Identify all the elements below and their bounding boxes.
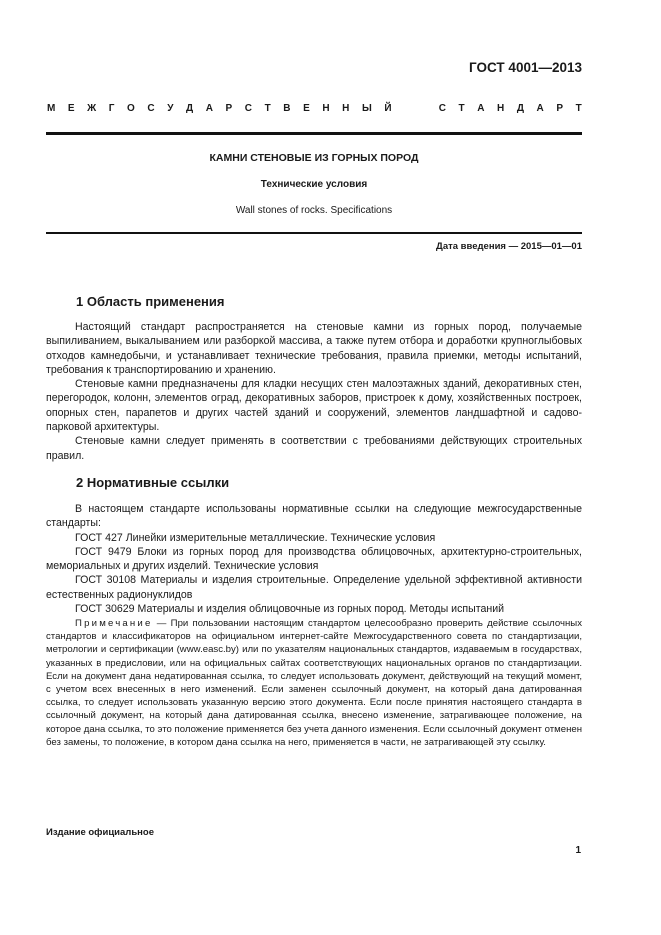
banner-letter: Д <box>516 103 524 114</box>
section-2-body <box>46 502 582 616</box>
note-paragraph <box>46 617 582 749</box>
document-code: ГОСТ 4001—2013 <box>469 60 582 75</box>
note-text: — При пользовании настоящим стандартом целесообразно проверить действие ссылочных стандартов и классификаторов на официальном интернет-сайте Межгосударственного совета по стандартизации, метрологии и сертификации (www.easc.by) или по указателям национальных стандартов, издаваемым в государствах, указанных в предисловии, или на официальных сайтах соответствующих национальных органов по стандартизации. Если на документ дана недатированная ссылка, то следует использовать документ, действующий на текущий момент, с учетом всех внесенных в него изменений. Если заменен ссылочный документ, на который дана датированная ссылка, то следует использовать указанную версию этого документа. Если после принятия настоящего стандарта в ссылочный документ, на который дана датированная ссылка, внесено изменение, затрагивающее положение, на которое дана ссылка, то это положение применяется без учета данного изменения. Если ссылочный документ отменен без замены, то положение, в котором дана ссылка на него, применяется в части, не затрагивающей эту ссылку. <box>46 618 582 748</box>
banner-letter: Е <box>67 103 75 114</box>
banner-letter: Р <box>225 103 233 114</box>
section-1-body <box>46 320 582 463</box>
reference-item: ГОСТ 30108 Материалы и изделия строительные. Определение удельной эффективной активности естественных радионуклидов <box>46 574 582 601</box>
section-2-heading: 2 Нормативные ссылки <box>76 475 230 490</box>
banner-letter: В <box>283 103 291 114</box>
banner-letter: Д <box>186 103 194 114</box>
banner-letter: Р <box>556 103 564 114</box>
banner-letter: Г <box>108 103 115 114</box>
banner-letter: Ы <box>361 103 372 114</box>
word-gap <box>404 103 426 114</box>
banner-letter: Т <box>264 103 271 114</box>
banner-letter: Й <box>384 103 392 114</box>
note-block <box>46 617 582 749</box>
banner-letter: Н <box>497 103 505 114</box>
section-2-paragraph: В настоящем стандарте использованы нормативные ссылки на следующие межгосударственные стандарты: <box>46 503 582 530</box>
official-edition-label: Издание официальное <box>46 827 154 838</box>
section-1-paragraph: Настоящий стандарт распространяется на стеновые камни из горных пород, получаемые выпиливанием, выкалыванием или разборкой массива, а также путем отбора и доработки крупноглыбовых отходов камнедобычи, и устанавливает технические требования, правила приемки, методы испытаний, требования к транспортированию и хранению. <box>46 321 582 376</box>
banner-letter: Е <box>303 103 310 114</box>
reference-item: ГОСТ 9479 Блоки из горных пород для производства облицовочных, архитектурно-строительных, мемориальных и других изделий. Технические условия <box>46 545 582 573</box>
banner-letter: А <box>536 103 544 114</box>
banner-letter: У <box>167 103 174 114</box>
banner-letter: А <box>205 103 213 114</box>
interstate-standard-banner <box>47 103 582 114</box>
document-subtitle: Технические условия <box>260 179 368 190</box>
banner-letter: Ж <box>87 103 97 114</box>
note-label: Примечание <box>75 618 153 629</box>
effective-date: Дата введения — 2015—01—01 <box>436 241 582 252</box>
banner-letter: М <box>47 103 56 114</box>
banner-letter: О <box>127 103 135 114</box>
section-1-paragraph: Стеновые камни следует применять в соответствии с требованиями действующих строительных правил. <box>46 435 582 462</box>
banner-letter: С <box>147 103 155 114</box>
title-rule <box>46 232 582 234</box>
banner-letter: Т <box>458 103 465 114</box>
banner-letter: Н <box>342 103 350 114</box>
banner-letter: Т <box>575 103 582 114</box>
banner-letter: А <box>477 103 485 114</box>
banner-letter: С <box>244 103 253 114</box>
section-1-paragraph: Стеновые камни предназначены для кладки несущих стен малоэтажных зданий, декоративных стен, перегородок, колонн, элементов оград, декоративных заборов, пристроек к дому, хозяйственных построек, опорных стен, парапетов и других частей зданий и сооружений, элементов ландшафтной и садово-парковой архитектуры. <box>46 378 582 434</box>
section-1-heading: 1 Область применения <box>76 294 225 309</box>
banner-letter: С <box>438 103 446 114</box>
english-title: Wall stones of rocks. Specifications <box>235 205 393 216</box>
banner-letter: Н <box>322 103 330 114</box>
top-rule <box>46 132 582 135</box>
reference-item: ГОСТ 427 Линейки измерительные металлические. Технические условия <box>75 531 436 544</box>
page-number: 1 <box>575 845 581 856</box>
document-title: КАМНИ СТЕНОВЫЕ ИЗ ГОРНЫХ ПОРОД <box>209 152 419 164</box>
reference-item: ГОСТ 30629 Материалы и изделия облицовочные из горных пород. Методы испытаний <box>75 603 505 616</box>
